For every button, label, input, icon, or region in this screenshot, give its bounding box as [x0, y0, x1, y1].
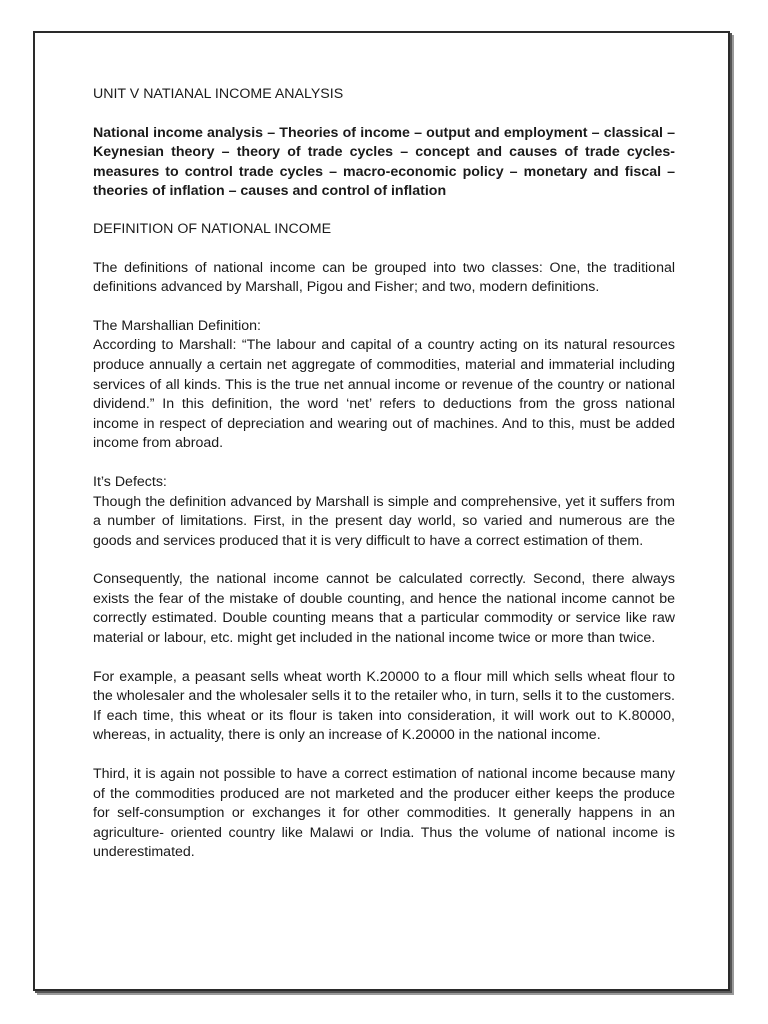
definition-heading: DEFINITION OF NATIONAL INCOME: [93, 220, 332, 237]
defects-paragraph: Though the definition advanced by Marshall is simple and comprehensive, yet it suffers from a number of limitations. First, in the present day world, so varied and numerous are the goods and services produced that it is very difficult to have a correct estimation of them.: [93, 493, 675, 549]
defects-heading: It’s Defects:: [93, 473, 167, 490]
marshallian-paragraph: According to Marshall: “The labour and capital of a country acting on its natural resources produce annually a certain net aggregate of commodities, material and immaterial including services of all kinds. This is the true net annual income or revenue of the country or national dividend.” In this definition, the word ‘net’ refers to deductions from the gross national income in respect of depreciation and wearing out of machines. And to this, must be added income from abroad.: [93, 337, 675, 452]
document-body: [93, 85, 675, 882]
intro-paragraph: The definitions of national income can be grouped into two classes: One, the traditional definitions advanced by Marshall, Pigou and Fisher; and two, modern definitions.: [93, 259, 675, 296]
third-paragraph: Third, it is again not possible to have a correct estimation of national income because many of the commodities produced are not marketed and the producer either keeps the produce for self-consumption or exchanges it for other commodities. It generally happens in an agriculture- oriented country like Malawi or India. Thus the volume of national income is underestimated.: [93, 766, 675, 861]
marshallian-heading: The Marshallian Definition:: [93, 317, 261, 334]
topics-list: National income analysis – Theories of income – output and employment – classical – Keynesian theory – theory of trade cycles – concept and causes of trade cycles- measures to control trade cycles – macro-economic policy – monetary and fiscal – theories of inflation – causes and control of inflation: [93, 124, 675, 200]
example-paragraph: For example, a peasant sells wheat worth K.20000 to a flour mill which sells wheat flour to the wholesaler and the wholesaler sells it to the retailer who, in turn, sells it to the customers. If each time, this wheat or its flour is taken into consideration, it will work out to K.80000, whereas, in actuality, there is only an increase of K.20000 in the national income.: [93, 668, 675, 744]
consequently-paragraph: Consequently, the national income cannot be calculated correctly. Second, there always exists the fear of the mistake of double counting, and hence the national income cannot be correctly estimated. Double counting means that a particular commodity or service like raw material or labour, etc. might get included in the national income twice or more than twice.: [93, 571, 675, 647]
unit-heading: UNIT V NATIANAL INCOME ANALYSIS: [93, 86, 344, 102]
